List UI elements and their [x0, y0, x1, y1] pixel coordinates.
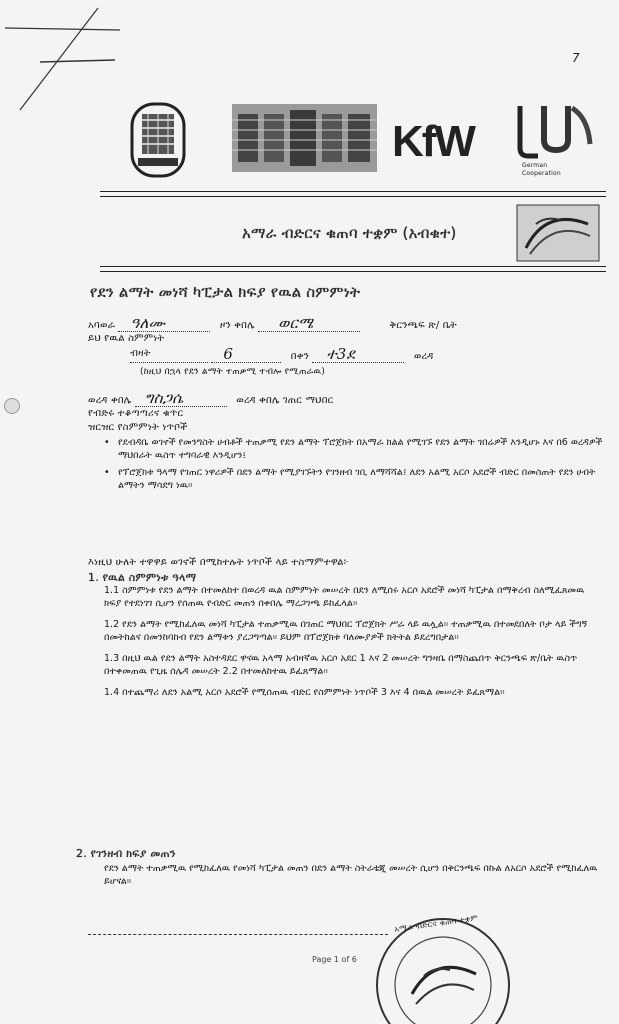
bullet-item: • የፕሮጀክቱ ዓላማ የገጠር ነዋሪዎች በደን ልማት የሚያገኙትን የገንዘብ ገቢ ለማሻሻል፤ ለደን አልሚ አርሶ አደሮች ብድር በመስጠት የደን ሀብት ልማትን ማሳደግ ነዉ።: [104, 467, 596, 491]
form-line-a: የብድሩ ተቆጣጣሪና ቁጥር: [88, 408, 184, 419]
date-label: በቀን: [290, 351, 310, 362]
corner-mark: 7: [572, 51, 580, 65]
kfw-logo: [392, 100, 474, 184]
bullet-list: [104, 436, 604, 492]
form-line-b: ዝርዝር የስምምነት ነጥቦች: [88, 422, 188, 433]
section-heading: 1. የዉል ስምምነቱ ዓላማ: [88, 571, 197, 584]
branch-suffix: ወረዳ ቀበሌ ገጠር ማህበር: [236, 395, 334, 406]
kfw-text: KfW: [392, 117, 474, 166]
form-row-2: [130, 345, 434, 363]
section-clauses: [104, 584, 604, 699]
header-rule-bottom: [100, 196, 606, 197]
bullet-text: የፕሮጀክቱ ዓላማ የገጠር ነዋሪዎች በደን ልማት የሚያገኙትን የገንዘብ ገቢ ለማሻሻል፤ ለደን አልሚ አርሶ አደሮች ብድር በመስጠት የደን ሀብት ልማትን ማሳደግ ነዉ።: [118, 467, 596, 491]
clause: 1.2 የደን ልማት የሚከፈለዉ መነሻ ካፒታል ተጠቃሚዉ በገጠር ማህበር ፕሮጀክት ሥራ ላይ ዉሏል። ተጠቃሚዉ በተመደበለት ቦታ ላይ ችግኝ በመትከልና በመንከባከብ የደን ልማቱን ያረጋግጣል። ይህም በፕሮጀክቱ ባለሙያዎች ክትትል ይደረግበታል።: [104, 619, 588, 643]
section-heading: 2. የገንዘብ ክፍያ መጠን: [76, 847, 176, 860]
suffix-label: ወረዳ: [413, 351, 434, 362]
amount-value: 6: [223, 345, 234, 363]
stamp-text: አማራ ብድርና ቁጠባ ተቋም: [393, 913, 479, 934]
footer-rule: [88, 934, 388, 935]
clause: የደን ልማት ተጠቃሚዉ የሚከፈለዉ የመነሻ ካፒታል መጠን በደን ልማት ስትራቴጂ መሠረት ሲሆን በቅርንጫፍ በኩል ለአርሶ አደሮች የሚከፈለዉ ይሆናል።: [104, 863, 598, 887]
punch-hole: [4, 398, 20, 414]
corner-scribble: [0, 0, 130, 120]
form-row-1: [88, 314, 457, 332]
contract-intro: ይህ የዉል ስምምነት: [88, 333, 165, 344]
amount-label: ብዛት: [130, 348, 151, 359]
clause: 1.3 በዚህ ዉል የደን ልማት አስተዳደር ዋናዉ አላማ አብዛኛዉ አርሶ አደር 1 እና 2 መሠረት ግንዛቤ በማስጨበጥ ቅርንጫፍ ጽ/ቤት ዉስጥ በተቀመጠዉ የጊዜ ሰሌዳ መሠረት 2.2 በተመለከተዉ ይፈጸማል።: [104, 653, 578, 677]
header-rule-top: [100, 191, 606, 192]
branch-label: ወረዳ ቀበሌ: [88, 395, 132, 406]
form-row-3: [88, 389, 334, 407]
name-value: ዓለሙ: [130, 314, 166, 332]
german-cooperation-text: German Cooperation: [522, 162, 561, 177]
father-label: ዞን ቀበሌ: [219, 320, 255, 331]
bullet-text: የደብዳቤ ወገኖች የመንግስት ሀብቶች ተጠቃሚ የደን ልማት ፕሮጀክት በአማራ ክልል የሚገኙ የደን ልማት ገበሬዎች እንዲሆኑ እና በ6 ወረዳዎች ማህበራት ዉስጥ ተግባራዊ እንዲሆን፤: [118, 437, 603, 461]
building-banner: [232, 104, 377, 172]
clause: 1.1 ስምምነቱ የደን ልማት በተመለከተ በወረዳ ዉል ስምምነት መሠረት በደን ለሚሰሩ አርሶ አደሮች መነሻ ካፒታል በማቅረብ ስለሚፈጸመዉ ክፍያ የተደነገገ ሲሆን የሰጠዉ የብድር መጠን በቀበሌ ማረጋገጫ ይከፈላል።: [104, 585, 585, 609]
title-rule-2: [100, 271, 606, 272]
code-label: ቅርንጫፍ ጽ/ ቤት: [389, 320, 457, 331]
document-title: የደን ልማት መነሻ ካፒታል ክፍያ የዉል ስምምነት: [90, 283, 361, 301]
institution-logo: [516, 204, 600, 262]
page-number: Page 1 of 6: [312, 955, 357, 964]
beneficiary-note: (ከዚህ በኋላ የደን ልማት ተጠቃሚ ተብሎ የሚጠራዉ): [140, 367, 326, 377]
bullet-item: • የደብዳቤ ወገኖች የመንግስት ሀብቶች ተጠቃሚ የደን ልማት ፕሮጀክት በአማራ ክልል የሚገኙ የደን ልማት ገበሬዎች እንዲሆኑ እና በ6 ወረዳዎች ማህበራት ዉስጥ ተግባራዊ እንዲሆን፤: [104, 437, 603, 461]
title-rule-1: [100, 266, 606, 267]
name-label: አባወራ: [88, 320, 116, 331]
clause: 1.4 በተጨማሪ ለደን አልሚ አርሶ አደሮች የሚሰጠዉ ብድር የስምምነት ነጥቦች 3 እና 4 በዉል መሠረት ይፈጸማል።: [104, 687, 505, 698]
father-value: ወርሜ: [278, 314, 314, 332]
german-cooperation-logo: [514, 100, 594, 160]
institution-title: አማራ ብድርና ቁጠባ ተቋም (አብቁተ): [242, 224, 457, 242]
section-clauses: [104, 862, 604, 888]
amhara-institution-seal: [128, 100, 188, 184]
date-value: ተ3ደ: [326, 345, 355, 363]
branch-value: ግስጋሴ: [144, 389, 184, 407]
agreement-intro: እነዚህ ሁለት ተዋዋይ ወገኖች በሚከተሉት ነጥቦች ላይ ተስማምተዋል፦: [88, 557, 350, 568]
